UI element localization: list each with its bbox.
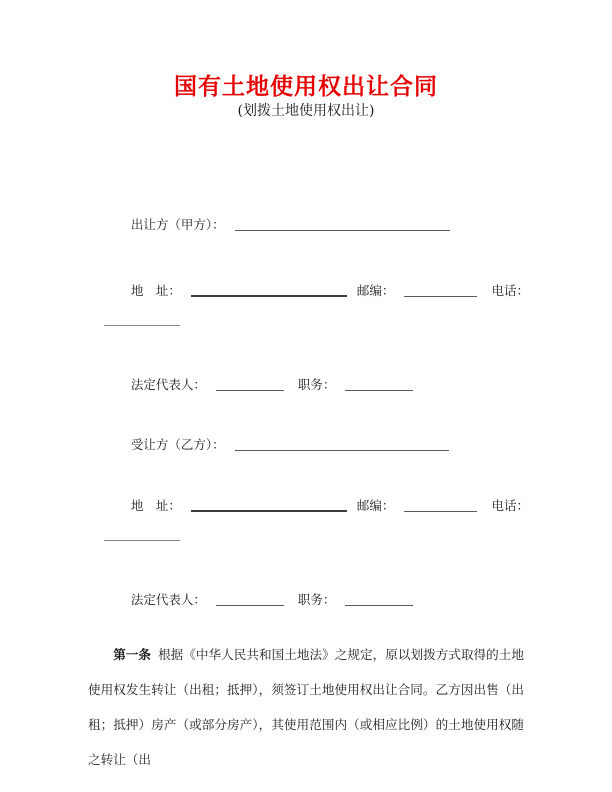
document-subtitle: (划拨土地使用权出让) xyxy=(237,103,375,119)
party-b-phone-blank xyxy=(104,527,180,541)
party-b-name-blank xyxy=(235,437,449,451)
party-a-address-blank xyxy=(191,282,347,297)
party-b-name-label: 受让方（乙方）： xyxy=(130,437,225,452)
party-a-postcode-label: 邮编： xyxy=(356,283,395,298)
party-b-name-row xyxy=(115,421,449,469)
party-b-phone-label: 电话： xyxy=(491,498,529,513)
party-b-address-blank xyxy=(191,497,347,512)
party-b-postcode-blank xyxy=(404,498,477,512)
party-a-legal-rep-row xyxy=(115,361,413,409)
party-a-legal-rep-blank xyxy=(216,377,284,391)
party-b-job-title-blank xyxy=(345,592,413,606)
party-a-name-blank xyxy=(235,217,450,231)
party-a-phone-label: 电话： xyxy=(491,283,529,298)
party-a-name-label: 出让方（甲方）： xyxy=(130,217,225,232)
party-b-legal-rep-blank xyxy=(216,592,284,606)
party-a-address-label: 地 址： xyxy=(130,283,181,298)
party-a-job-title-blank xyxy=(345,377,413,391)
party-a-phone-continuation xyxy=(88,296,180,344)
party-b-legal-rep-label: 法定代表人： xyxy=(130,592,206,607)
party-a-phone-blank xyxy=(104,312,180,326)
article-1-text: 根据《中华人民共和国土地法》之规定，原以划拨方式取得的土地使用权发生转让（出租；抵押），须签订土地使用权出让合同。乙方因出售（出租；抵押）房产（或部分房产），其使用范围内（或相应比例）的土地使用权随之转让（出 xyxy=(88,647,525,767)
party-b-legal-rep-row xyxy=(115,576,413,624)
party-a-postcode-blank xyxy=(404,283,477,297)
article-1-heading: 第一条 xyxy=(113,647,152,662)
party-b-phone-continuation xyxy=(88,511,180,559)
party-b-address-label: 地 址： xyxy=(130,498,181,513)
party-b-postcode-label: 邮编： xyxy=(356,498,395,513)
party-a-name-row xyxy=(115,201,450,249)
party-a-legal-rep-label: 法定代表人： xyxy=(130,377,206,392)
article-1-paragraph xyxy=(88,637,524,777)
party-a-job-title-label: 职务： xyxy=(297,377,336,392)
document-title: 国有土地使用权出让合同 xyxy=(174,74,438,100)
party-b-job-title-label: 职务： xyxy=(297,592,336,607)
